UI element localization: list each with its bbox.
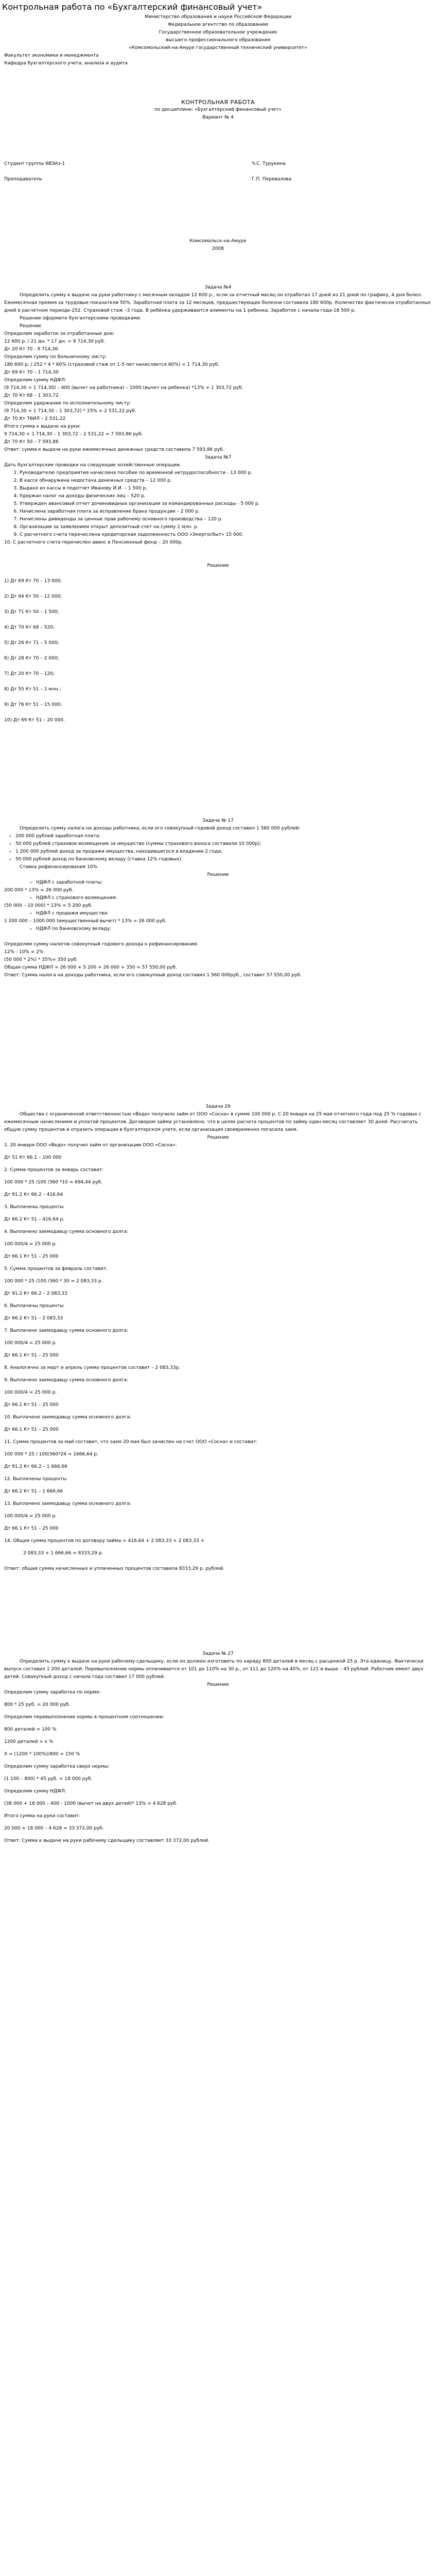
solution-line: 9) Дт 76 Кт 51 – 15 000; (4, 702, 62, 707)
teacher-row (0, 176, 436, 183)
solution-line: Определим сумму НДФЛ: (4, 1789, 66, 1794)
solution-line: 5) Дт 26 Кт 71 – 5 000; (4, 640, 59, 646)
task-text: Определить сумму к выдаче на руки работнику с месячным окладом 12 600 р., если за отчетный месяц он отработал 17 дней из 21 дней по графику, 4 дня болел. Ежемесячная премия за трудовые показатели 50%. Заработная плата за 12 месяцев, предшествующих болезни составила 180 600р. Количество фактически отработанных дней в расчетном периоде-252. Страховой стаж –3 года. В ребёнка удерживаются алименты на 1 ребенка. Заработок с начала года-18 500 р. (4, 293, 431, 313)
task-heading: Задача №4 (204, 285, 232, 290)
solution-line: Ответ: сумма к выдаче на руки ежемесячных денежных средств составила 7 593,86 руб. (4, 447, 224, 452)
solution-line: 7. Выплачено заемодавцу сумма основного долга: (4, 1328, 129, 1333)
solution-line: • НДФЛ с заработной платы: (36, 879, 436, 887)
solution-line: 6) Дт 28 Кт 70 – 2 000; (4, 656, 59, 661)
solution-line: 12. Выплачены проценты (4, 1477, 67, 1482)
solution-line: 14. Общая сумма процентов по договору займа = 416,64 + 2 083,33 + 2 083,33 + (4, 1538, 205, 1544)
task-text: Определить сумму к выдаче на руки рабочему-сдельщику, если он должен изготовить по наряду 800 деталей в месяц с расценкой 25 р. Эта единицу. Фактически выпуск составил 1 200 деталей. Перевыполнение нормы оплачивается от 101 до 110% на 30 р., от 111 до 120% на 40%, от 121 и выше – 45 рублей. Работник имеет двух детей. Совокупный доход с начала года составил 17 000 рублей. (4, 1659, 424, 1680)
solution-intro: Решение оформите бухгалтерскими проводками. (20, 316, 142, 321)
list-item: 10. С расчетного счета перечислен аванс в Пенсионный фонд – 20 000р. (4, 540, 183, 545)
solution-line: 1 200 000 – 1000 000 (имущественный вычет) * 13% = 26 000 руб. (4, 919, 167, 924)
student-row (0, 160, 436, 168)
solution-line: 200 000 * 13% = 26 000 руб. (4, 888, 74, 893)
solution-line: 100 000 * 25 /100 /360 * 30 = 2 083,33 р. (4, 1279, 103, 1284)
solution-line: 100 000/4 = 25 000 р. (4, 1514, 57, 1519)
solution-line: Общая сумма НДФЛ = 26 000 + 5 200 + 26 000 + 350 = 57 550,00 руб. (4, 965, 177, 970)
list-item: 7. Начислены дивиденды за ценные прав рабочему основного производства – 120 р. (20, 516, 436, 523)
solution-line: Дт 70 Кт 50 – 7 593,86 (4, 439, 59, 445)
solution-line: Дт 66.1 Кт 51 – 25 000 (4, 1526, 59, 1531)
task-text: Определить сумму налога на доходы работника, если его совокупный годовой доход составил 1 560 000 рублей: (20, 826, 301, 831)
solution-line: Дт 66.2 Кт 51 – 416,64 р. (4, 1217, 65, 1222)
solution-line: (50 000 * 2%) * 35%= 350 руб. (4, 957, 78, 962)
solution-line: 100 000 * 25 /100 /360 *10 = 694,44 руб. (4, 1180, 102, 1185)
task-27 (0, 1650, 436, 1850)
task-heading: Задача № 27 (202, 1651, 234, 1656)
solution-line: Дт 66.1 Кт 51 – 25 000 (4, 1402, 59, 1408)
solution-line: 13. Выплачено заемодавцу сумма основного долга: (4, 1501, 131, 1506)
task-17 (0, 817, 436, 979)
solution-line: Определим заработок за отработанные дни: (4, 331, 115, 336)
solution-lines (0, 1689, 436, 1850)
year: 2008 (212, 246, 224, 251)
solution-line: 6. Выплачены проценты (4, 1303, 64, 1309)
solution-line: Дт 20 Кт 70 - 9 714,30 (4, 347, 58, 352)
solution-line: 800 * 25 руб. = 20 000 руб. (4, 1702, 71, 1707)
list-item: • 50 000 рублей страховое возмещение за имущество (суммы страхового взноса составили 10 000р); (15, 840, 436, 848)
solution-line: Дт 70 Кт 76ИЛ – 2 531,22 (4, 416, 66, 421)
solution-line: 2 083,33 + 1 666,66 = 8333,29 р. (23, 1551, 103, 1556)
solution-line: (50 000 – 10 000) * 13% = 5 200 руб. (4, 903, 93, 908)
solution-line: 100 000/4 = 25 000 р. (4, 1390, 57, 1395)
solution-list (0, 894, 436, 902)
solution-line: Дт 51 Кт 66.1 – 100 000 (4, 1155, 62, 1160)
discipline: по дисциплине: «Бухгалтерский финансовый учет» (154, 107, 282, 112)
solution-lines (0, 1142, 436, 1550)
solution-line: Определим удержание по исполнительному листу: (4, 401, 131, 406)
solution-line: Дт 91.2 Кт 66.2 – 1 666,66 (4, 1464, 67, 1469)
header-line: Министерство образования и науки Российской Федерации (145, 14, 291, 20)
solution-line: 4. Выплачено заемодавцу сумма основного долга: (4, 1229, 129, 1234)
list-item: 3. Выдано из кассы в подотчет Иванову И.И. – 1 500 р. (20, 485, 436, 493)
solution-label: Решение (207, 563, 229, 568)
solution-line: Итого сумма на руки составит: (4, 1814, 80, 1819)
solution-line: Дт 66.2 Кт 51 – 2 083,33 (4, 1316, 63, 1321)
task-text: Общества с ограниченной ответственностью «Ведо» получило займ от ООО «Сосна» в сумме 100 000 р. С 20 января на 25 мая отчетного года под 25 % годовых с ежемесячным начислением и уплатой процентов. Договором займа установлено, что в целях расчета процентов по займу один месяц составляет 30 дней. Рассчитать общую сумму процентов и отразить операции в бухгалтерском учете, если организация своевременно погасила заем. (4, 1112, 422, 1132)
header-block (0, 13, 436, 52)
solution-line: 12% - 10% = 2% (4, 950, 44, 955)
solution-line: Дт 70 Кт 68 – 1 303,72 (4, 393, 59, 398)
solution-line: 1. 20 января ООО «Ведо» получил займ от организации ООО «Сосна»: (4, 1143, 177, 1148)
solution-line: 7) Дт 20 Кт 70 – 120; (4, 671, 55, 676)
solution-line: 8) Дт 55 Кт 51 – 1 млн.; (4, 687, 61, 692)
solution-line: Дт 66.1 Кт 51 – 25 000 (4, 1353, 59, 1358)
solution-line: 100 000/4 = 25 000 р. (4, 1242, 57, 1247)
work-title: КОНТРОЛЬНАЯ РАБОТА (181, 99, 255, 106)
solution-line: Определим сумму заработка по норме: (4, 1690, 101, 1695)
task-29 (0, 1103, 436, 1573)
solution-line: 10) Дт 69 Кт 51 – 20 000. (4, 718, 65, 723)
variant: Вариант № 4 (202, 115, 234, 120)
solution-line: 11. Сумма процентов за май составит, что заем 20 мая был зачислен на счет ООО «Сосна» и составит: (4, 1439, 258, 1445)
solution-line: 5. Сумма процентов за февраль составит: (4, 1266, 108, 1272)
list-item: 1. Руководителю предприятия начислена пособие по временной нетрудоспособности - 13 000 р. (20, 469, 436, 477)
teacher-name: Г.П. Перевалова (252, 177, 292, 182)
header-line: Государственное образовательное учреждение (159, 30, 277, 35)
faculty: Факультет экономики и менеджмента (4, 53, 99, 58)
solution-line: (9 714,30 + 1 714,30) – 400 (вычет на работника) – 1000 (вычет на ребенка) *13% = 1 303,72 руб. (4, 385, 243, 391)
solution-line: Определим сумму НДФЛ: (4, 378, 66, 383)
solution-line: Дт 91.2 Кт 66.2 – 2 083,33 (4, 1291, 67, 1296)
solution-line: Дт 66.1 Кт 51 – 25 000 (4, 1427, 59, 1432)
task-heading: Задача №7 (204, 455, 232, 460)
list-item: • 1 200 000 рублей доход за продажи имущества, находившегося в владении 2 года; (15, 848, 436, 856)
solution-line: 4) Дт 70 Кт 68 – 520; (4, 625, 55, 630)
solution-list (0, 879, 436, 887)
list-item: 4. Удержан налог на доходы физических лиц – 520 р. (20, 493, 436, 500)
solution-line: (1 100 – 800) * 45 руб. = 18 000 руб. (4, 1776, 93, 1782)
list-item: 9. С расчетного счета перечислена кредиторская задолженность ООО «Энергосбыт» 15 000. (20, 531, 436, 539)
solution-line: 3) Дт 71 Кт 50 – 1 500; (4, 609, 59, 615)
task-heading: Задача № 17 (202, 818, 234, 823)
solution-line: Ответ: Сумма к выдаче на руки рабочему сдельщику составляет 33 372,00 рублей. (4, 1838, 210, 1843)
list-item: 8. Организации за заявлением открыт депозитный счет на сумму 1 млн. р. (20, 523, 436, 531)
list-item: 5. Утвержден авансовый отчет дочиновидных организации за командированных расходы - 5 000 р. (20, 500, 436, 508)
solution-line: • НДФЛ по банковскому вкладу: (36, 925, 436, 933)
solution-label: Решение (207, 1682, 229, 1687)
list-item: 6. Начислена заработная плата за исправление брака продукции – 2 000 р. (20, 508, 436, 516)
solution-line: 1) Дт 69 Кт 70 – 13 000; (4, 579, 62, 584)
solution-line: Определим сумму налогов совокупный годового дохода к рефинансированию (4, 942, 198, 947)
solution-label: Решение (207, 1135, 229, 1140)
task-7 (0, 454, 436, 724)
solution-line: 2. Сумма процентов за январь составит: (4, 1167, 104, 1173)
solution-line: 8. Аналогично за март и апрель сумма процентов составит – 2 083,33р. (4, 1365, 181, 1370)
solution-line: Итого сумма к выдаче на руки: (4, 424, 81, 429)
solution-label: Решение (207, 872, 229, 877)
solution-line: Ответ: Сумма налога на доходы работника, если его совокупный доход составил 1 560 000руб., составит 57 550,00 руб. (4, 973, 302, 978)
student-label: Студент группы 6ВЭАз-1 (4, 161, 65, 166)
operations-list (0, 469, 436, 539)
task-4 (0, 284, 436, 454)
solution-line: 1200 деталей = х % (4, 1739, 54, 1744)
document-title: Контрольная работа по «Бухгалтерский финансовый учет» (2, 2, 263, 12)
solution-line: Дт 66.1 Кт 51 – 25 000 (4, 1254, 59, 1259)
teacher-label: Преподаватель (4, 177, 42, 182)
city: Комсомольск-на-Амуре (189, 239, 247, 244)
solution-list (0, 910, 436, 918)
solution-line: 20 000 + 18 000 – 4 628 = 33 372,00 руб. (4, 1826, 104, 1831)
solution-line: (38 000 + 18 000 – 400 - 1000 (вычет на двух детей)* 13% = 4 628 руб. (4, 1801, 178, 1806)
rate-label: Ставка рефинансирования 10% (20, 865, 98, 870)
solution-line: Дт 66.2 Кт 51 – 1 666,66 (4, 1489, 63, 1494)
solution-label: Решение (20, 324, 42, 329)
solution-line: 800 деталей = 100 % (4, 1727, 57, 1732)
solution-line: Дт 91.2 Кт 66.2 – 416,64 (4, 1192, 63, 1197)
solution-line: • НДФЛ с продажи имущества: (36, 910, 436, 918)
solution-line: 10. Выплачено заемодавцу сумма основного долга: (4, 1415, 131, 1420)
solution-line: 3. Выплачены проценты (4, 1205, 64, 1210)
solution-line: (9 714,30 + 1 714,30 – 1 303,72) * 25% = 2 531,22 руб. (4, 409, 136, 414)
solution-line: 100 000 * 25 / 100/360*24 = 1666,64 р. (4, 1452, 98, 1457)
solution-line: Определим сумму по больничному листу: (4, 354, 107, 360)
list-item: 2. В кассе обнаружена недостача денежных средств – 12 000 р. (20, 477, 436, 485)
list-item: • 200 000 рублей заработная плата; (15, 833, 436, 840)
solution-list (0, 925, 436, 933)
list-item: • 50 000 рублей доход по банковскому вкладу (ставка 12% годовых). (15, 856, 436, 863)
solution-line: • НДФЛ с страхового возмещения: (36, 894, 436, 902)
task-intro: Дать бухгалтерские проводки на следующие хозяйственные операции. (4, 463, 181, 468)
solution-line: 2) Дт 94 Кт 50 – 12 000; (4, 594, 62, 599)
solution-line: 100 000/4 = 25 000 р. (4, 1341, 57, 1346)
solution-line: Определим сумму заработка сверх нормы: (4, 1764, 110, 1769)
header-line: высшего профессионального образования (165, 38, 271, 43)
task-heading: Задача 29 (205, 1104, 231, 1109)
solution-line: Дт 69 Кт 70 – 1 714,30 (4, 370, 59, 375)
student-name: Ч.С. Турукина (252, 161, 286, 166)
solution-line: 180 600 р. / 252 * 4 * 60% (страховой стаж от 1-5 лет начисляется 60%) = 1 714,30 руб. (4, 362, 219, 367)
header-line: Федеральное агентство по образованию (168, 22, 268, 27)
income-list (0, 833, 436, 863)
solution-line: Определим перевыполнение нормы в процентном соотношении: (4, 1715, 164, 1720)
solution-line: 9 714,30 + 1 714,30 – 1 303,72 – 2 531,22 = 7 593,86 руб. (4, 432, 143, 437)
answer: Ответ: общая сумма начисленных и уплаченных процентов составила 8333,29 р. рублей. (4, 1566, 224, 1571)
department: Кафедра бухгалтерского учета, анализа и аудита (4, 61, 128, 66)
solution-line: Х = (1200 * 100%)/800 = 150 % (4, 1752, 80, 1757)
header-line: «Комсомольский-на-Амуре государственный технический университет» (129, 45, 307, 50)
solution-line: 12 600 р. / 21 дн. * 17 дн. = 9 714,30 руб. (4, 339, 106, 344)
solution-line: 9. Выплачено заемодавцу сумма основного долга: (4, 1378, 129, 1383)
